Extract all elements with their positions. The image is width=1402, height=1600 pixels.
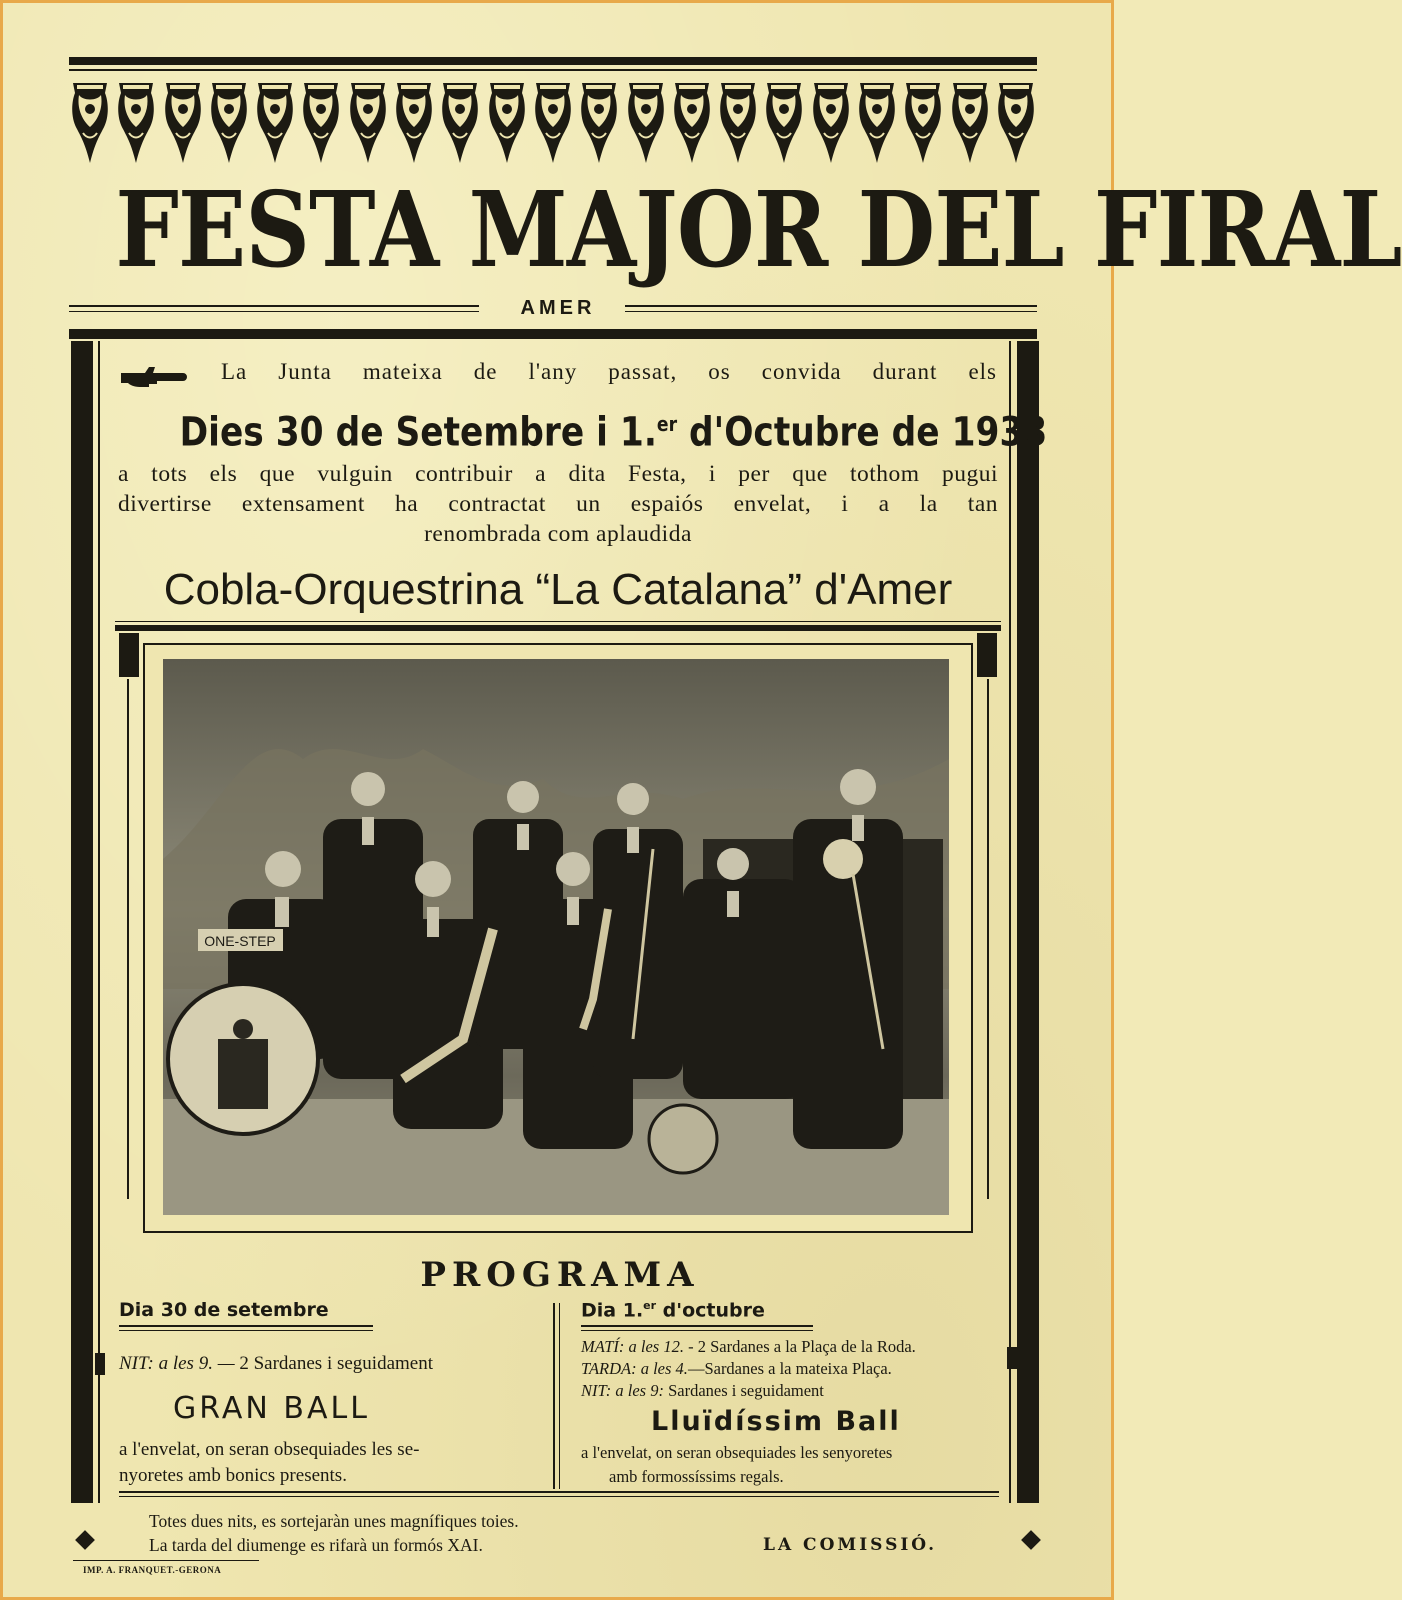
frame-right-inner <box>1009 341 1011 1503</box>
day2-mati-text: 2 Sardanes a la Plaça de la Roda. <box>693 1337 916 1356</box>
day1-night-line <box>119 1353 433 1375</box>
ornament-tile-icon <box>208 79 250 165</box>
frame-right-outer <box>1017 341 1039 1503</box>
day1-night-label: NIT: a les 9. — <box>119 1353 235 1374</box>
town-rule-left-2 <box>69 311 479 312</box>
town-rule-left-1 <box>69 305 479 307</box>
ornament-tile-icon <box>902 79 944 165</box>
footer-line-2: La tarda del diumenge es rifarà un formós XAI. <box>149 1535 483 1555</box>
day2-mati-line <box>581 1337 916 1357</box>
day2-tarda-line <box>581 1359 892 1379</box>
day2-heading-rule-2 <box>581 1330 813 1331</box>
day2-heading <box>581 1299 765 1321</box>
ornament-tile-icon <box>69 79 111 165</box>
day2-heading-sup: er <box>643 1299 657 1312</box>
town-name: AMER <box>520 297 596 319</box>
programa-heading: PROGRAMA <box>420 1255 700 1295</box>
footer-line-1: Totes dues nits, es sortejaràn unes magnífiques toies. <box>149 1511 519 1531</box>
photo-bar-left <box>119 633 139 677</box>
day2-tarda-text: —Sardanes a la mateixa Plaça. <box>687 1359 892 1378</box>
ornament-tile-icon <box>393 79 435 165</box>
intro-line: La Junta mateixa de l'any passat, os convida durant els <box>221 359 997 384</box>
ornament-tile-icon <box>347 79 389 165</box>
ornament-band <box>69 79 1037 165</box>
signature: LA COMISSIÓ. <box>763 1535 938 1555</box>
day2-mati-label: MATÍ: a les 12. - <box>581 1337 694 1356</box>
day2-nit-line <box>581 1381 824 1401</box>
ornament-tile-icon <box>949 79 991 165</box>
band-photo-illustration <box>163 659 949 1215</box>
programme-bottom-rule-1 <box>119 1491 999 1493</box>
photo-bar-right <box>977 633 997 677</box>
dates-main: Dies 30 de Setembre i 1. <box>179 409 657 456</box>
side-mark-right <box>1007 1347 1017 1369</box>
day1-heading: Dia 30 de setembre <box>119 1299 329 1321</box>
diamond-bottom-left <box>75 1530 95 1550</box>
day1-desc-1: a l'envelat, on seran obsequiades les se- <box>119 1439 420 1460</box>
ornament-tile-icon <box>625 79 667 165</box>
top-rule-thin <box>69 69 1037 71</box>
ornament-tile-icon <box>671 79 713 165</box>
photo-bar-left-line <box>127 679 129 1199</box>
band-name: Cobla-Orquestrina “La Catalana” d'Amer <box>163 565 953 614</box>
day1-night-text: 2 Sardanes i seguidament <box>234 1353 434 1374</box>
ornament-tile-icon <box>300 79 342 165</box>
frame-left-inner <box>98 341 100 1503</box>
frame-top <box>69 329 1037 339</box>
ornament-tile-icon <box>763 79 805 165</box>
ornament-tile-icon <box>856 79 898 165</box>
ornament-tile-icon <box>439 79 481 165</box>
band-rule-thick <box>115 625 1001 631</box>
band-photograph <box>163 659 949 1215</box>
day2-nit-label: NIT: a les 9: <box>581 1381 664 1400</box>
frame-left-outer <box>71 341 93 1503</box>
pointing-hand-icon <box>119 363 189 391</box>
day1-ball-title: GRAN BALL <box>173 1391 370 1426</box>
dates-tail: d'Octubre de 1933 <box>677 409 1048 456</box>
festival-dates <box>179 399 1048 457</box>
body-line-2: divertirse extensament ha contractat un espaiós envelat, i a la tan <box>118 491 998 517</box>
ornament-tile-icon <box>578 79 620 165</box>
day1-heading-rule-1 <box>119 1325 373 1327</box>
printer-rule <box>73 1560 259 1561</box>
ornament-tile-icon <box>532 79 574 165</box>
ornament-tile-icon <box>486 79 528 165</box>
band-rule-thin <box>115 621 1001 622</box>
ornament-tile-icon <box>717 79 759 165</box>
top-rule-thick <box>69 57 1037 65</box>
day1-desc-2: nyoretes amb bonics presents. <box>119 1465 347 1486</box>
day2-nit-text: Sardanes i seguidament <box>663 1381 824 1400</box>
ornament-tile-icon <box>995 79 1037 165</box>
body-line-3: renombrada com aplaudida <box>424 521 692 547</box>
day2-heading-tail: d'octubre <box>656 1299 765 1322</box>
day2-heading-main: Dia 1. <box>581 1299 644 1322</box>
town-rule-right-2 <box>625 311 1037 312</box>
ornament-tile-icon <box>162 79 204 165</box>
day1-heading-rule-2 <box>119 1330 373 1331</box>
dates-sup: er <box>656 412 678 436</box>
column-divider-2 <box>559 1303 560 1489</box>
day2-tarda-label: TARDA: a les 4. <box>581 1359 688 1378</box>
side-mark-left <box>95 1353 105 1375</box>
day2-ball-title: Lluïdíssim Ball <box>651 1406 901 1437</box>
drum-sign-text: ONE-STEP <box>204 933 276 949</box>
town-rule-right-1 <box>625 305 1037 307</box>
day2-desc-2: amb formossíssims regals. <box>609 1467 784 1486</box>
printer-credit: IMP. A. FRANQUET.-GERONA <box>83 1565 222 1575</box>
diamond-bottom-right <box>1021 1530 1041 1550</box>
body-line-1: a tots els que vulguin contribuir a dita Festa, i per que tothom pugui <box>118 461 998 487</box>
day2-heading-rule-1 <box>581 1325 813 1327</box>
programme-bottom-rule-2 <box>119 1496 999 1497</box>
ornament-tile-icon <box>810 79 852 165</box>
day2-desc-1: a l'envelat, on seran obsequiades les senyoretes <box>581 1443 893 1462</box>
ornament-tile-icon <box>254 79 296 165</box>
ornament-tile-icon <box>115 79 157 165</box>
photo-bar-right-line <box>987 679 989 1199</box>
column-divider-1 <box>553 1303 555 1489</box>
poster-title: FESTA MAJOR DEL FIRAL <box>115 168 1402 291</box>
